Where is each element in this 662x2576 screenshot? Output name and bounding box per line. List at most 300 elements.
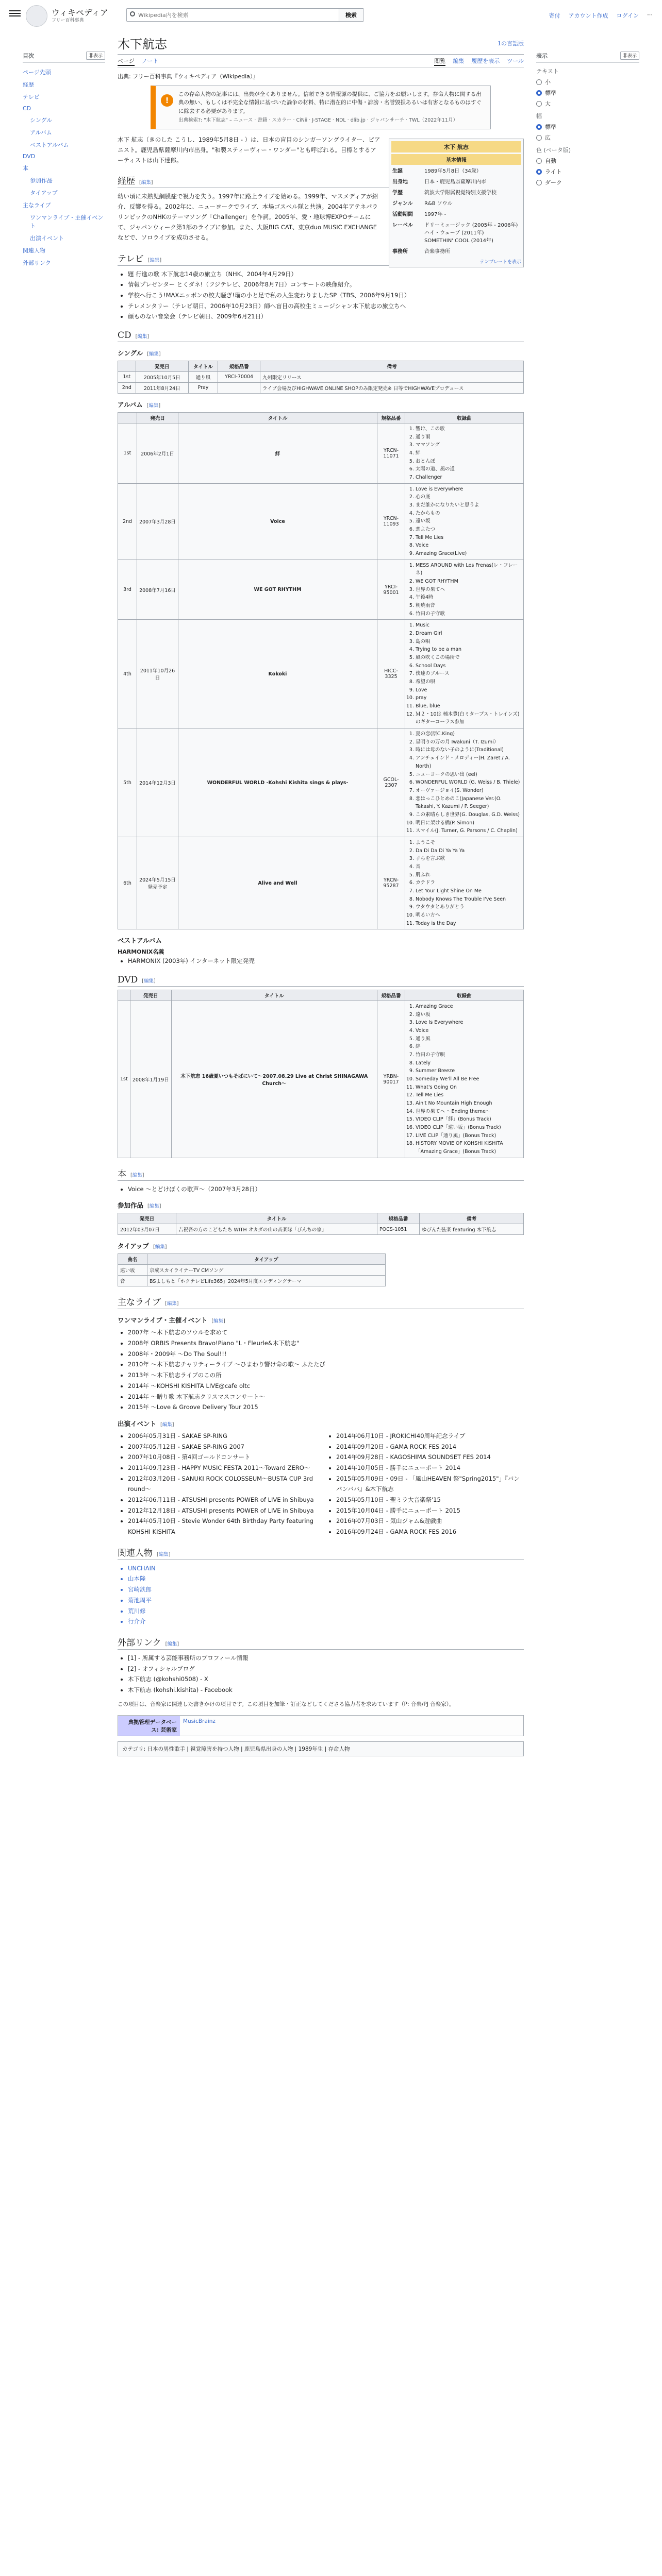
track-item: 2. 遠い坂: [416, 1011, 521, 1019]
oneman-item[interactable]: • 2014年 ～贈り歌 木下航志クリスマスコンサート～: [128, 1392, 524, 1402]
stub-notice: この項目は、音楽家に関連した書きかけの項目です。この項目を加筆・訂正などしてくださる協力者を求めています（P: 音楽/PJ 音楽家）。: [118, 1701, 455, 1707]
toc-item[interactable]: アルバム: [30, 129, 52, 136]
track-item: 16. VIDEO CLIP「遠い坂」(Bonus Track): [416, 1124, 521, 1132]
column-header: 発売日: [130, 990, 171, 1001]
table-cell-code: HICC-3325: [377, 620, 405, 728]
option-label: ライト: [545, 168, 562, 175]
track-item: 2. Da Di Da Di Ya Ya Ya: [416, 847, 521, 855]
toc-item[interactable]: ワンマンライブ・主催イベント: [30, 214, 104, 229]
option-label: 広: [545, 134, 551, 141]
edit-link[interactable]: 編集: [167, 1641, 177, 1647]
event-item[interactable]: • 2015年05月09日・09日 - 「風山HEAVEN 祭"Spring2015"」『バンバンババ』&木下航志: [336, 1473, 524, 1495]
user-links: [549, 11, 653, 20]
donate-link[interactable]: 寄付: [549, 12, 560, 19]
tv-item[interactable]: • テレメンタリー（テレビ朝日、2006年10月23日）師へ盲目の高校生ミュージシャン木下航志の旅立ちへ: [128, 301, 524, 312]
appearance-option[interactable]: [536, 157, 639, 165]
appearance-option[interactable]: [536, 123, 639, 131]
edit-link[interactable]: 編集: [155, 1244, 165, 1250]
track-item: 2. 星明りの万の月 Iwakuni（T. Izumi）: [416, 738, 521, 747]
infobox-key: 出身地: [392, 179, 408, 185]
search-button[interactable]: 検索: [339, 8, 363, 22]
toc-item[interactable]: タイアップ: [30, 190, 58, 196]
tv-item[interactable]: • 情報プレゼンター とくダネ!（フジテレビ、2006年8月7日）コンサートの映像紹介。: [128, 279, 524, 290]
radio-icon[interactable]: [536, 101, 542, 107]
radio-icon[interactable]: [536, 79, 542, 85]
table-row: [118, 382, 524, 393]
column-header: タイトル: [188, 361, 218, 371]
track-item: 17. LIVE CLIP「通り風」(Bonus Track): [416, 1132, 521, 1140]
track-item: 4. 午後4時: [416, 594, 521, 602]
event-item[interactable]: • 2015年10月04日 - 勝手にニューポート 2015: [336, 1505, 524, 1516]
edit-link[interactable]: 編集: [167, 1301, 177, 1307]
part-table: [118, 1213, 524, 1235]
oneman-item[interactable]: • 2013年 ～木下航志ライブのこの所: [128, 1370, 524, 1381]
infobox-row: [391, 197, 521, 208]
text-size-label: テキスト: [536, 68, 559, 75]
ext-heading: 外部リンク: [118, 1637, 161, 1648]
column-header: タイアップ: [147, 1254, 385, 1265]
page-tabs: [118, 57, 524, 68]
appearance-panel: [536, 52, 639, 189]
appearance-option[interactable]: [536, 99, 639, 108]
book-heading: 本: [118, 1168, 126, 1179]
event-item[interactable]: • 2016年07月03日 - 気山ジャム&遊戯曲: [336, 1516, 524, 1527]
table-cell-title[interactable]: Voice: [178, 483, 377, 560]
track-item: 7. オーヴァージョイ(S. Wonder): [416, 787, 521, 795]
table-cell-title[interactable]: Kokoki: [178, 620, 377, 728]
search-box: [126, 8, 363, 22]
table-row: [118, 620, 524, 728]
category-box[interactable]: カテゴリ: 日本の男性歌手 | 視覚障害を持つ人物 | 鹿児島県出身の人物 | 1989年生 | 存命人物: [118, 1741, 524, 1756]
table-row: [118, 728, 524, 837]
tab-talk[interactable]: ノート: [141, 58, 159, 64]
edit-link[interactable]: 編集: [150, 257, 160, 263]
events-left: [118, 1431, 316, 1537]
track-item: 5. ニューヨークの思い出 (eel): [416, 771, 521, 779]
event-heading: 出演イベント: [118, 1419, 157, 1428]
logo-subtitle: フリー百科事典: [52, 18, 84, 23]
track-item: 3. ママソング: [416, 441, 521, 449]
tab-edit[interactable]: 編集: [453, 58, 465, 64]
color-label: 色 (ベータ版): [536, 147, 571, 154]
track-item: 1. 響け、この歌: [416, 425, 521, 433]
live-heading: 主なライブ: [118, 1297, 161, 1308]
tab-read[interactable]: 閲覧: [434, 57, 445, 66]
appearance-heading: 表示: [536, 53, 548, 59]
track-item: 1. Music: [416, 621, 521, 630]
event-item[interactable]: • 2007年10月08日 - 第4回ゴールドコンサート: [128, 1452, 316, 1463]
track-item: 4. Trying to be a man: [416, 646, 521, 654]
toc-item[interactable]: CD: [23, 105, 31, 112]
tv-heading: テレビ: [118, 253, 144, 264]
ext-item[interactable]: • 木下航志 (kohshi.kishita) - Facebook: [128, 1685, 524, 1696]
event-item[interactable]: • 2014年06月10日 - JROKICHI40周年記念ライブ: [336, 1431, 524, 1442]
infobox-value[interactable]: 1989年5月8日（34歳）: [424, 168, 482, 174]
part-heading: 参加作品: [118, 1201, 144, 1210]
table-cell-no: 3rd: [118, 560, 137, 620]
album-heading: アルバム: [118, 400, 143, 409]
column-header: 曲名: [118, 1254, 147, 1265]
table-cell-no: 5th: [118, 728, 137, 837]
track-item: 5. 肌ふれ: [416, 871, 521, 879]
table-cell-title[interactable]: 木下航志 16歳夏いつもそばにいて～2007.08.29 Live at Christ SHINAGAWA Church～: [171, 1001, 377, 1158]
table-cell-title[interactable]: WE GOT RHYTHM: [178, 560, 377, 620]
ext-item[interactable]: • 木下航志 (@kohshi0508) - X: [128, 1674, 524, 1685]
edit-link[interactable]: 編集: [148, 402, 159, 409]
track-item: 3. まだ誰かになりたいと思うよ: [416, 501, 521, 510]
edit-link[interactable]: 編集: [149, 1204, 159, 1210]
track-item: 7. Let Your Light Shine On Me: [416, 887, 521, 895]
appearance-option[interactable]: [536, 178, 639, 187]
tracklist: [405, 837, 524, 929]
table-cell-no: 1st: [118, 1001, 130, 1158]
best-subheading: HARMONIX名義: [118, 948, 164, 956]
track-item: 12. Ｍ２・10は 楠木豊(白ミタープス・トレインズ)のギターコーラス参加: [416, 710, 521, 726]
table-cell: 2011年8月24日: [136, 382, 188, 393]
event-item[interactable]: • 2012年12月18日 - ATSUSHI presents POWER of LIVE in Shibuya: [128, 1505, 316, 1516]
track-item: 9. この素晴らしき世界(G. Douglas, G.D. Weiss): [416, 811, 521, 819]
appearance-option[interactable]: [536, 167, 639, 176]
track-item: 1. MESS AROUND with Les Frenas(レ・フレーネ): [416, 562, 521, 578]
radio-icon[interactable]: [536, 135, 542, 141]
dvd-table: [118, 990, 524, 1158]
tab-history[interactable]: 履歴を表示: [471, 58, 500, 64]
ext-item[interactable]: • [2] - オフィシャルブログ: [128, 1664, 524, 1674]
related-item[interactable]: • 荒川修: [128, 1606, 524, 1617]
toc: [23, 52, 105, 271]
event-item[interactable]: • 2014年09月20日 - GAMA ROCK FES 2014: [336, 1442, 524, 1452]
table-cell-title[interactable]: Alive and Well: [178, 837, 377, 929]
track-item: 6. WONDERFUL WORLD (G. Weiss / B. Thiele): [416, 778, 521, 787]
toc-item[interactable]: DVD: [23, 153, 36, 160]
tv-item[interactable]: • 学校へ行こう!MAXニッポンの校大騒ぎ!瑠の小と足で私の人生変わりましたSP（TBS、2006年9月19日）: [128, 290, 524, 301]
track-item: 9. ウタウタとありがとう: [416, 903, 521, 911]
track-item: 11. スマイル(J. Turner, G. Parsons / C. Chaplin): [416, 827, 521, 835]
tracklist: [405, 728, 524, 837]
track-item: 8. Lately: [416, 1059, 521, 1067]
infobox-row: [391, 176, 521, 187]
column-header: 発売日: [137, 412, 178, 423]
table-cell: 遠い坂: [118, 1265, 147, 1276]
table-cell-no: 4th: [118, 620, 137, 728]
related-item[interactable]: • 行介介: [128, 1616, 524, 1627]
navbox-title[interactable]: 典拠管理データベース: 芸術家: [118, 1716, 180, 1736]
event-item[interactable]: • 2012年03月20日 - SANUKI ROCK COLOSSEUM～BUSTA CUP 3rd round～: [128, 1473, 316, 1495]
track-item: 4. たからもの: [416, 510, 521, 518]
career-paragraph: 幼い頃に未熟児網膜症で視力を失う。1997年に路上ライブを始める。1999年、マスメディアが紹介、反響を得る。2002年に、ニューヨークでライブ、本場ゴスペル隊と共演。2004年アテネパラリンピックのNHKのテーマソング「Challenger」を作詞。2005年、愛・地球博EXPOチームにて、ジャパンウィーク第1部のライブに参加。また、大阪BIG CAT、東京duo MUSIC EXCHANGEなどで、ソロライブを成功させる。: [118, 192, 378, 242]
template-link[interactable]: テンプレートを表示: [479, 259, 521, 265]
single-table: [118, 361, 524, 394]
table-row: [118, 483, 524, 560]
track-item: 8. Voice: [416, 541, 521, 550]
toc-hide-button[interactable]: 非表示: [86, 52, 105, 60]
event-item[interactable]: • 2016年09月24日 - GAMA ROCK FES 2016: [336, 1527, 524, 1537]
search-input[interactable]: [127, 9, 339, 21]
best-item[interactable]: • HARMONIX (2003年) インターネット限定発売: [128, 956, 524, 967]
table-cell-date: 2024年5月15日発売予定: [137, 837, 178, 929]
option-label: ダーク: [545, 179, 562, 186]
track-item: 10. pray: [416, 694, 521, 702]
event-item[interactable]: • 2012年06月11日 - ATSUSHI presents POWER of LIVE in Shibuya: [128, 1495, 316, 1505]
oneman-item[interactable]: • 2007年 ～木下航志のソウルを求めて: [128, 1327, 524, 1338]
edit-link[interactable]: 編集: [158, 1551, 169, 1557]
oneman-item[interactable]: • 2010年 ～木下航志チャリティーライブ ～ひまわり響け命の歌～ ふたたび: [128, 1359, 524, 1370]
column-header: 規格品番: [218, 361, 260, 371]
tv-list: [118, 269, 524, 322]
track-item: 11. Today is the Day: [416, 920, 521, 928]
infobox-value[interactable]: 筑波大学附属視覚特別支援学校: [424, 190, 496, 196]
edit-link[interactable]: 編集: [132, 1172, 142, 1178]
column-header: タイトル: [178, 412, 377, 423]
oneman-list: [118, 1327, 524, 1413]
radio-icon[interactable]: [536, 158, 542, 164]
column-header: 収録曲: [405, 990, 524, 1001]
table-cell-date: 2011年10月26日: [137, 620, 178, 728]
infobox-section: 基本情報: [391, 154, 521, 165]
ext-list: [118, 1653, 524, 1696]
infobox-value[interactable]: 1997年 -: [424, 211, 446, 217]
tie-heading: タイアップ: [118, 1242, 150, 1250]
track-item: 3. 島の唄: [416, 638, 521, 646]
radio-icon[interactable]: [536, 90, 542, 96]
table-cell-date: 2008年7月16日: [137, 560, 178, 620]
create-account-link[interactable]: アカウント作成: [568, 12, 608, 19]
track-item: 6. School Days: [416, 662, 521, 670]
table-cell: 京成スカイライナーTV CMソング: [147, 1265, 385, 1276]
edit-link[interactable]: 編集: [143, 978, 154, 984]
option-label: 標準: [545, 90, 556, 96]
appearance-option[interactable]: [536, 89, 639, 97]
related-item[interactable]: • 菊池周平: [128, 1595, 524, 1606]
table-cell-code: YRCN-95287: [377, 837, 405, 929]
track-item: 6. 太陽の道、風の道: [416, 465, 521, 473]
appearance-hide-button[interactable]: 非表示: [620, 52, 639, 60]
column-header: 発売日: [136, 361, 188, 371]
infobox-value[interactable]: R&B ソウル: [424, 200, 453, 207]
toc-item[interactable]: 本: [23, 165, 28, 172]
tracklist: [405, 1001, 524, 1158]
career-heading: 経歴: [118, 176, 135, 187]
event-item[interactable]: • 2014年05月10日 - Stevie Wonder 64th Birthday Party featuring KOHSHI KISHITA: [128, 1516, 316, 1537]
column-header: 収録曲: [405, 412, 524, 423]
column-header: タイトル: [171, 990, 377, 1001]
login-link[interactable]: ログイン: [616, 12, 639, 19]
table-row: [118, 1265, 386, 1276]
toc-item[interactable]: 出演イベント: [30, 235, 64, 242]
related-item[interactable]: • UNCHAIN: [128, 1563, 524, 1574]
tab-tools[interactable]: ツール: [507, 58, 524, 64]
track-item: 6. 竹田の子守歌: [416, 610, 521, 618]
table-header-row: [118, 1254, 386, 1265]
toc-item[interactable]: 外部リンク: [23, 260, 51, 266]
edit-link[interactable]: 編集: [141, 179, 151, 185]
logo-title[interactable]: ウィキペディア: [52, 8, 108, 18]
tv-item[interactable]: • 題 行進の歌 木下航志14歳の旅立ち（NHK、2004年4月29日）: [128, 269, 524, 280]
toc-item[interactable]: 参加作品: [30, 177, 53, 184]
edit-link[interactable]: 編集: [213, 1318, 223, 1325]
book-item[interactable]: • Voice ～とどけぼくの歌声～（2007年3月28日）: [128, 1184, 524, 1195]
event-item[interactable]: • 2014年10月05日 - 勝手にニューポート 2014: [336, 1463, 524, 1473]
column-header: 発売日: [118, 1213, 176, 1224]
event-item[interactable]: • 2006年05月31日 - SAKAE SP-RING: [128, 1431, 316, 1442]
edit-link[interactable]: 編集: [162, 1421, 172, 1428]
option-label: 小: [545, 79, 551, 86]
oneman-item[interactable]: • 2015年 ～Love & Groove Delivery Tour 2015: [128, 1402, 524, 1413]
table-cell-no: 2nd: [118, 483, 137, 560]
table-cell-code: YRCI-95001: [377, 560, 405, 620]
wikipedia-logo-icon[interactable]: [26, 5, 47, 27]
table-cell-title[interactable]: 絆: [178, 423, 377, 483]
table-header-row: [118, 361, 524, 371]
tie-table: [118, 1253, 386, 1286]
table-cell-date: 2008年1月19日: [130, 1001, 171, 1158]
table-cell-title[interactable]: WONDERFUL WORLD -Kohshi Kishita sings & plays-: [178, 728, 377, 837]
column-header: 備考: [420, 1213, 524, 1224]
language-button[interactable]: 1の言語版: [498, 40, 524, 47]
tv-item[interactable]: • 顔ものない音楽会（テレビ朝日、2009年6月21日）: [128, 311, 524, 322]
track-item: 9. Love: [416, 686, 521, 694]
track-item: 14. 世界の果てへ ～Ending theme～: [416, 1108, 521, 1116]
radio-icon[interactable]: [536, 124, 542, 130]
page-title: 木下航志: [118, 37, 167, 52]
table-cell: ライブ会場及びHIGHWAVE ONLINE SHOPのみ限定発売※ 日等でHIGHWAVEプロデュース: [260, 382, 524, 393]
radio-icon[interactable]: [536, 180, 542, 185]
infobox: [389, 139, 524, 267]
infobox-key: ジャンル: [392, 200, 413, 207]
table-cell: 2012年03月07日: [118, 1224, 176, 1235]
oneman-item[interactable]: • 2014年 ～KOHSHI KISHITA LIVE@cafe oltc: [128, 1381, 524, 1392]
track-item: 4. アンチェインド・メロディー(H. Zaret / A. North): [416, 754, 521, 770]
column-header: 規格品番: [377, 990, 405, 1001]
table-cell: 2005年10月5日: [136, 371, 188, 382]
track-item: 18. HISTORY MOVIE OF KOHSHI KISHITA「Amazing Grace」(Bonus Track): [416, 1140, 521, 1156]
radio-icon[interactable]: [536, 169, 542, 175]
navbox-value[interactable]: MusicBrainz: [180, 1716, 523, 1736]
table-cell-code: GCOL-2307: [377, 728, 405, 837]
related-item[interactable]: • 宮崎鉄郎: [128, 1584, 524, 1595]
edit-link[interactable]: 編集: [148, 351, 159, 357]
event-item[interactable]: • 2007年05月12日 - SAKAE SP-RING 2007: [128, 1442, 316, 1452]
column-header: [118, 990, 130, 1001]
toc-item[interactable]: 主なライブ: [23, 202, 51, 209]
appearance-option[interactable]: [536, 133, 639, 142]
edit-link[interactable]: 編集: [137, 333, 147, 340]
appearance-option[interactable]: [536, 78, 639, 86]
track-item: 3. 時には母のない子のように(Traditional): [416, 746, 521, 754]
infobox-key: 活動期間: [392, 211, 413, 217]
track-item: 5. 遠い坂: [416, 517, 521, 526]
track-item: 10. 明日に架ける橋(P. Simon): [416, 819, 521, 827]
table-cell: ゆびんた弦楽 featuring 木下航志: [420, 1224, 524, 1235]
toc-heading: 目次: [23, 53, 34, 59]
search-icon: [130, 11, 135, 16]
oneman-item[interactable]: • 2008年 ORBIS Presents Bravo!Piano "L・Fleurle&木下航志": [128, 1338, 524, 1349]
intro-paragraph: 木下 航志（きのした こうし、1989年5月8日 - ）は、日本の盲目のシンガーソングライター、ピアニスト。鹿児島県薩摩川内市出身。"和製スティーヴィー・ワンダー"とも呼ばれる。目標とするアーティストは山下達郎。: [118, 135, 380, 164]
table-row: [118, 1276, 386, 1286]
table-cell: 九州限定リリース: [260, 371, 524, 382]
track-item: 15. VIDEO CLIP「絆」(Bonus Track): [416, 1115, 521, 1124]
table-row: [118, 1224, 524, 1235]
toc-item[interactable]: 関連人物: [23, 247, 45, 254]
table-header-row: [118, 1213, 524, 1224]
oneman-item[interactable]: • 2008年・2009年 ～Do The Soul!!!: [128, 1349, 524, 1360]
infobox-title: 木下 航志: [391, 141, 521, 152]
toc-item[interactable]: 経歴: [23, 81, 34, 88]
oneman-heading: ワンマンライブ・主催イベント: [118, 1316, 208, 1325]
track-item: 5. 朝焼雨音: [416, 602, 521, 610]
toc-item[interactable]: ベストアルバム: [30, 142, 69, 148]
infobox-row: [391, 187, 521, 197]
table-cell-code: YRCN-11071: [377, 423, 405, 483]
column-header: 規格品番: [377, 412, 405, 423]
table-cell: 2nd: [118, 382, 136, 393]
infobox-row: [391, 208, 521, 219]
event-item[interactable]: • 2014年09月28日 - KAGOSHIMA SOUNDSET FES 2014: [336, 1452, 524, 1463]
column-header: タイトル: [176, 1213, 377, 1224]
track-item: 4. 音: [416, 863, 521, 871]
event-item[interactable]: • 2011年09月23日 - HAPPY MUSIC FESTA 2011～Toward ZERO～: [128, 1463, 316, 1473]
track-item: 8. 恋はっこひとめのこ(Japanese Ver.(O. Takashi, Y. Kazumi / P. Seeger): [416, 795, 521, 811]
events-right: [326, 1431, 524, 1537]
table-cell-no: 1st: [118, 423, 137, 483]
toc-item[interactable]: ページ先頭: [23, 69, 51, 76]
ambox-notice: [151, 86, 491, 129]
tab-page[interactable]: ページ: [118, 57, 135, 66]
table-cell-date: 2007年3月28日: [137, 483, 178, 560]
table-row: [118, 371, 524, 382]
main-menu-icon[interactable]: [9, 9, 21, 18]
table-cell: POCS-1051: [377, 1224, 419, 1235]
track-item: 1. ようこそ: [416, 839, 521, 847]
more-icon[interactable]: ⋯: [647, 11, 653, 18]
event-item[interactable]: • 2015年05月10日 - 聖ミラ大音楽祭'15: [336, 1495, 524, 1505]
infobox-value[interactable]: 日本・鹿児島県薩摩川内市: [424, 179, 486, 185]
authority-navbox: [118, 1715, 524, 1736]
track-item: 7. 僕達のブルース: [416, 670, 521, 678]
column-header: 規格品番: [377, 1213, 419, 1224]
track-item: 7. Challenger: [416, 473, 521, 482]
related-list: [118, 1563, 524, 1627]
table-cell: YRCI-70004: [218, 371, 260, 382]
table-row: [118, 560, 524, 620]
best-list: [118, 956, 524, 967]
tracklist: [405, 483, 524, 560]
table-cell-no: 6th: [118, 837, 137, 929]
cd-heading: CD: [118, 330, 131, 341]
track-item: 1. Amazing Grace: [416, 1003, 521, 1011]
infobox-value[interactable]: 音楽事務所: [424, 248, 450, 255]
track-item: 4. Voice: [416, 1027, 521, 1035]
option-label: 自動: [545, 158, 556, 164]
toc-item[interactable]: テレビ: [23, 94, 40, 100]
table-header-row: [118, 990, 524, 1001]
track-item: 1. Love is Everywhere: [416, 485, 521, 494]
track-item: 6. 恋よたつ: [416, 526, 521, 534]
track-item: 11. What's Going On: [416, 1083, 521, 1092]
infobox-value[interactable]: ドリーミュージック (2005年 - 2006年) ハイ・ウェーブ (2011年) SOMETHIN' COOL (2014年): [424, 222, 518, 244]
track-item: 3. Love Is Everywhere: [416, 1019, 521, 1027]
column-header: [118, 412, 137, 423]
article: 木下航志 1の言語版 ページ ノート 閲覧 編集 履歴を表示 ツール 出典: フリー百科事典『ウィキペディア（Wikipedia）』 ! この存命人物の記事には、出典が全くありません。信頼できる情報源の提供に、ご協力をお願いします。存命人物に関する出典の無い、もしくは不完全な情報に基づいた論争の材料、特に潜在的に中傷・誹謗・名誉毀損あるいは有害となるものはすぐに除去する必要があります。 出典検索?: "木下航志" – ニュース · 書籍 · スカラー · CiNii · J-STAGE · NDL · dlib.jp · ジャパンサーチ · TWL（2022年11月） 木下 航志 基本情報 生誕 1989年5月8日（34歳） 出身地 日本・鹿児島県薩摩川内市 学歴 筑波大学附属視覚特別支援学校 ジャンル R&B ソウル 活動期間 1997年 - レーベル ドリーミュージック (2005年 - 2006年) ハイ・ウェーブ (2011年) SOMETHIN' COOL (2014年) 事務所 音楽事務所 テンプレートを表示 木下 航志（きのした こうし、1989年5月8日 - ）は、日本の盲目のシンガーソングライター、ピアニスト。鹿児島県薩摩川内市出身。"和製スティーヴィー・ワンダー"とも呼ばれる。目標とするアーティストは山下達郎。 経歴 [編集] 幼い頃に未熟児網膜症で視力を失う。1997年に路上ライブを始める。1999年、マスメディアが紹介、反響を得る。2002年に、ニューヨークでライブ、本場ゴスペル隊と共演。2004年アテネパラリンピックのNHKのテーマソング「Challenger」を作詞。2005年、愛・地球博EXPOチームにて、ジャパンウィーク第1部のライブに参加。また、大阪BIG CAT、東京duo MUSIC EXCHANGEなどで、ソロライブを成功させる。 テレビ [編集] • 題 行進の歌 木下航志14歳の旅立ち（NHK、2004年4月29日） • 情報プレゼンター とくダネ!（フジテレビ、2006年8月7日）コンサートの映像紹介。 • 学校へ行こう!MAXニッポンの校大騒ぎ!瑠の小と足で私の人生変わりましたSP（TBS、2006年9月19日） • テレメンタリー（テレビ朝日、2006年10月23日）師へ盲目の高校生ミュージシャン木下航志の旅立ちへ • 顔ものない音楽会（テレビ朝日、2009年6月21日） CD [編集] シングル [編集] 発売日 タイトル 規格品番 備考 1st 2005年10月5日 通り風 YRCI-70004 九州限定リリース 2nd 2011年8月24日 Pray ライブ会場及びHIGHWAVE ONLINE SHOPのみ限定発売※ 日等でHIGHWAVEプロデュース アルバム [編集] 発売日 タイトル 規格品番 収録曲 1st 2006年2月1日 絆 YRCN-11071 1. 響け、この歌 2. 通り雨 3. ママソング 4. 絆 5. おとんぼ 6. 太陽の道、風の道 7. Challenger 2nd 2007年3月28日 Voice YRCN-11093 1. Love is Everywhere 2. 心の底 3. まだ誰かになりたいと思うよ 4. たからもの 5. 遠い坂 6. 恋よたつ 7. Tell Me Lies 8. Voice 9. Amazing Grace(Live) 3rd 2008年7月16日 WE GOT RHYTHM YRCI-95001 1. MESS AROUND with Les Frenas(レ・フレーネ) 2. WE GOT RHYTHM 3. 世界の果てへ 4. 午後4時 5. 朝焼雨音 6. 竹田の子守歌 4th 2011年10月26日 Kokoki HICC-3325 1. Music 2. Dream Girl 3. 島の唄 4. Trying to be a man 5. 風の吹くこの場所で 6. School Days 7. 僕達のブルース 8. 希望の唄 9. Love 10. pray 11. Blue, blue 12. Ｍ２・10は 楠木豊(白ミタープス・トレインズ)のギターコーラス参加 5th 2014年12月3日 WONDERFUL WORLD -Kohshi Kishita sings & plays- GCOL-2307 1. 夏の恋(原C.King) 2. 星明りの万の月 Iwakuni（T. Izumi） 3. 時には母のない子のように(Traditional) 4. アンチェインド・メロディー(H. Zaret / A. North) 5. ニューヨークの思い出 (eel) 6. WONDERFUL WORLD (G. Weiss / B. Thiele) 7. オーヴァージョイ(S. Wonder) 8. 恋はっこひとめのこ(Japanese Ver.(O. Takashi, Y. Kazumi / P. Seeger) 9. この素晴らしき世界(G. Douglas, G.D. Weiss) 10. 明日に架ける橋(P. Simon) 11. スマイル(J. Turner, G. Parsons / C. Chaplin) 6th 2024年5月15日発売予定 Alive and Well YRCN-95287 1. ようこそ 2. Da Di Da Di Ya Ya Ya 3. 子らを言ぶ歌 4. 音 5. 肌ふれ 6. カテドラ 7. Let Your Light Shine On Me 8. Nobody Knows The Trouble I've Seen 9. ウタウタとありがとう 10. 明るい方へ 11. Today is the Day ベストアルバム HARMONIX名義 • HARMONIX (2003年) インターネット限定発売 DVD [編集] 発売日 タイトル 規格品番 収録曲 1st 2008年1月19日 木下航志 16歳夏いつもそばにいて～2007.08.29 Live at Christ SHINAGAWA Church～ YRBN-90017 1. Amazing Grace 2. 遠い坂 3. Love Is Everywhere 4. Voice 5. 通り風 6. 絆 7. 竹田の子守唄 8. Lately 9. Summer Breeze 10. Someday We'll All Be Free 11. What's Going On 12. Tell Me Lies 13. Ain't No Mountain High Enough 14. 世界の果てへ ～Ending theme～ 15. VIDEO CLIP「絆」(Bonus Track) 16. VIDEO CLIP「遠い坂」(Bonus Track) 17. LIVE CLIP「通り風」(Bonus Track) 18. HISTORY MOVIE OF KOHSHI KISHITA「Amazing Grace」(Bonus Track) 本 [編集] • Voice ～とどけぼくの歌声～（2007年3月28日） 参加作品 [編集] 発売日 タイトル 規格品番 備考 2012年03月07日 吉祝吾の方のこどもたち WITH オカダの山の音楽隊「びんちの家」 POCS-1051 ゆびんた弦楽 featuring 木下航志 タイアップ [編集] 曲名 タイアップ 遠い坂 京成スカイライナーTV CMソング 音 BSよしもと「ホクテレビLife365」2024年5月度エンディングテーマ 主なライブ [編集] ワンマンライブ・主催イベント [編集] • 2007年 ～木下航志のソウルを求めて • 2008年 ORBIS Presents Bravo!Piano "L・Fleurle&木下航志" • 2008年・2009年 ～Do The Soul!!! • 2010年 ～木下航志チャリティーライブ ～ひまわり響け命の歌～ ふたたび • 2013年 ～木下航志ライブのこの所 • 2014年 ～KOHSHI KISHITA LIVE@cafe oltc • 2014年 ～贈り歌 木下航志クリスマスコンサート～ • 2015年 ～Love & Groove Delivery Tour 2015 出演イベント [編集] • 2006年05月31日 - SAKAE SP-RING • 2007年05月12日 - SAKAE SP-RING 2007 • 2007年10月08日 - 第4回ゴールドコンサート • 2011年09月23日 - HAPPY MUSIC FESTA 2011～Toward ZERO～ • 2012年03月20日 - SANUKI ROCK COLOSSEUM～BUSTA CUP 3rd round～ • 2012年06月11日 - ATSUSHI presents POWER of LIVE in Shibuya • 2012年12月18日 - ATSUSHI presents POWER of LIVE in Shibuya • 2014年05月10日 - Stevie Wonder 64th Birthday Party featuring KOHSHI KISHITA • 2014年06月10日 - JROKICHI40周年記念ライブ • 2014年09月20日 - GAMA ROCK FES 2014 • 2014年09月28日 - KAGOSHIMA SOUNDSET FES 2014 • 2014年10月05日 - 勝手にニューポート 2014 • 2015年05月09日・09日 - 「風山HEAVEN 祭"Spring2015"」『バンバンババ』&木下航志 • 2015年05月10日 - 聖ミラ大音楽祭'15 • 2015年10月04日 - 勝手にニューポート 2015 • 2016年07月03日 - 気山ジャム&遊戯曲 • 2016年09月24日 - GAMA ROCK FES 2016 関連人物 [編集] • UNCHAIN • 山本隆 • 宮崎鉄郎 • 菊池周平 • 荒川修 • 行介介 外部リンク [編集] • [1] - 所属する芸能事務所のプロフィール情報 • [2] - オフィシャルブログ • 木下航志 (@kohshi0508) - X • 木下航志 (kohshi.kishita) - Facebook この項目は、音楽家に関連した書きかけの項目です。この項目を加筆・訂正などしてくださる協力者を求めています（P: 音楽/PJ 音楽家）。 典拠管理データベース: 芸術家 MusicBrainz カテゴリ: 日本の男性歌手 | 視覚障害を持つ人物 | 鹿児島県出身の人物 | 1989年生 | 存命人物: [118, 34, 524, 1756]
toc-item[interactable]: シングル: [30, 117, 53, 124]
related-item[interactable]: • 山本隆: [128, 1573, 524, 1584]
ext-item[interactable]: • [1] - 所属する芸能事務所のプロフィール情報: [128, 1653, 524, 1664]
tracklist: [405, 423, 524, 483]
track-item: 5. 風の吹くこの場所で: [416, 654, 521, 662]
ambox-search-links[interactable]: 出典検索?: "木下航志" – ニュース · 書籍 · スカラー · CiNii · J-STAGE · NDL · dlib.jp · ジャパンサーチ · TWL（2022年11月）: [178, 117, 458, 123]
track-item: 10. 明るい方へ: [416, 911, 521, 920]
track-item: 5. おとんぼ: [416, 457, 521, 466]
